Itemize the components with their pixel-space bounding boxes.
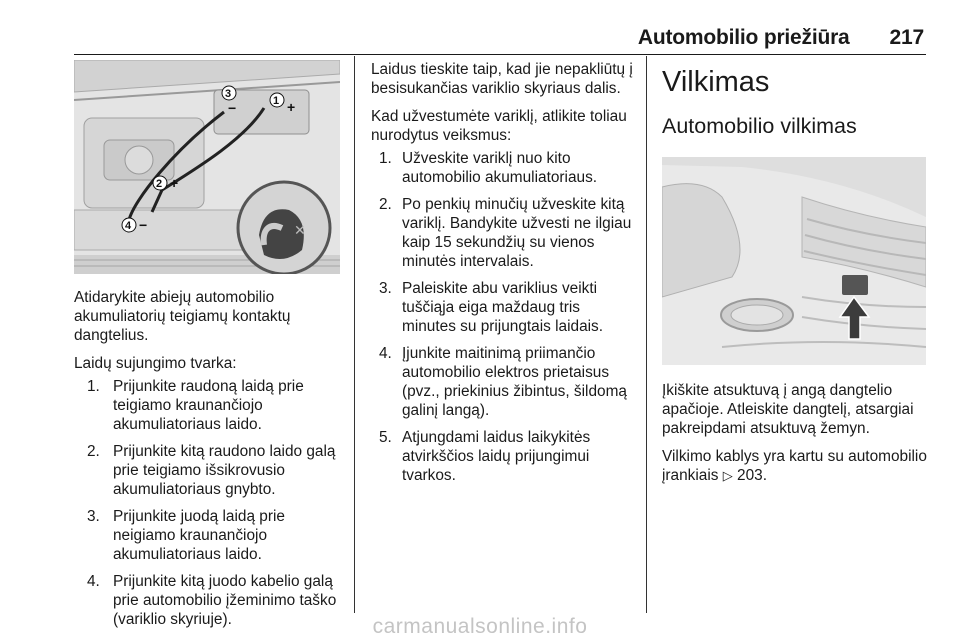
svg-text:+: + — [287, 99, 296, 115]
list-item: 3. Paleiskite abu variklius veikti tuščiąja eiga maždaug tris minutes su prijungtais laidais. — [379, 280, 604, 335]
page-reference: 203. — [737, 467, 767, 484]
svg-text:−: − — [228, 100, 237, 116]
cross-reference-icon: ▷ — [722, 468, 733, 483]
figure-label-1: 1 — [273, 95, 280, 107]
cable-routing-paragraph: Laidus tieskite taip, kad jie nepakliūtų į besisukančias variklio skyriaus dalis. — [371, 61, 633, 97]
subsection-heading: Automobilio vilkimas — [662, 114, 857, 138]
tow-eye-location-paragraph: Vilkimo kablys yra kartu su automobilio įrankiais ▷ 203. — [662, 448, 927, 484]
list-item: 4. Prijunkite kitą juodo kabelio galą prie automobilio įžeminimo taško (variklio skyriuje). — [87, 573, 337, 628]
list-title: Laidų sujungimo tvarka: — [74, 355, 237, 372]
cover-removal-paragraph: Įkiškite atsuktuvą į angą dangtelio apačioje. Atleiskite dangtelį, atsargiai pakreipdami atsuktuvą žemyn. — [662, 382, 914, 437]
connection-steps — [87, 377, 340, 629]
start-instructions-paragraph: Kad užvestumėte variklį, atlikite toliau nurodytus veiksmus: — [371, 108, 627, 144]
header-rule — [74, 54, 926, 55]
list-item: 3. Prijunkite juodą laidą prie neigiamo kraunančiojo akumuliatoriaus laido. — [87, 508, 285, 563]
page-number: 217 — [889, 26, 924, 49]
list-item: 1. Prijunkite raudoną laidą prie teigiamo kraunančiojo akumuliatoriaus laido. — [87, 378, 304, 433]
svg-text:+: + — [170, 175, 179, 191]
list-item: 2. Po penkių minučių užveskite kitą variklį. Bandykite užvesti ne ilgiau kaip 15 sekundžių su vienos minutės intervalais. — [379, 196, 632, 270]
section-title: Automobilio priežiūra — [637, 26, 850, 49]
svg-text:✕: ✕ — [294, 222, 306, 238]
page-header — [638, 26, 924, 50]
figure-label-2: 2 — [156, 178, 163, 190]
column-divider-2 — [646, 56, 647, 613]
jump-start-figure — [74, 60, 340, 274]
column-2 — [371, 60, 635, 493]
column-1 — [74, 60, 340, 637]
list-item: 5. Atjungdami laidus laikykitės atvirkščios laidų prijungimui tvarkos. — [379, 429, 591, 484]
section-heading: Vilkimas — [662, 66, 770, 98]
watermark: carmanualsonline.info — [372, 615, 588, 638]
intro-paragraph: Atidarykite abiejų automobilio akumuliatorių teigiamų kontaktų dangtelius. — [74, 289, 291, 344]
column-divider-1 — [354, 56, 355, 613]
tow-eye-cover-figure — [662, 157, 926, 365]
start-steps — [379, 149, 635, 485]
svg-text:−: − — [139, 217, 148, 233]
list-item: 4. Įjunkite maitinimą priimančio automobilio elektros prietaisus (pvz., priekinius žibintus, šildomą galinį langą). — [379, 345, 627, 419]
list-item: 2. Prijunkite kitą raudono laido galą prie teigiamo išsikrovusio akumuliatoriaus gnybto. — [87, 443, 336, 498]
list-item: 1. Užveskite variklį nuo kito automobilio akumuliatoriaus. — [379, 150, 598, 186]
column-3 — [662, 60, 928, 494]
figure-label-4: 4 — [125, 220, 132, 232]
figure-label-3: 3 — [225, 88, 232, 100]
